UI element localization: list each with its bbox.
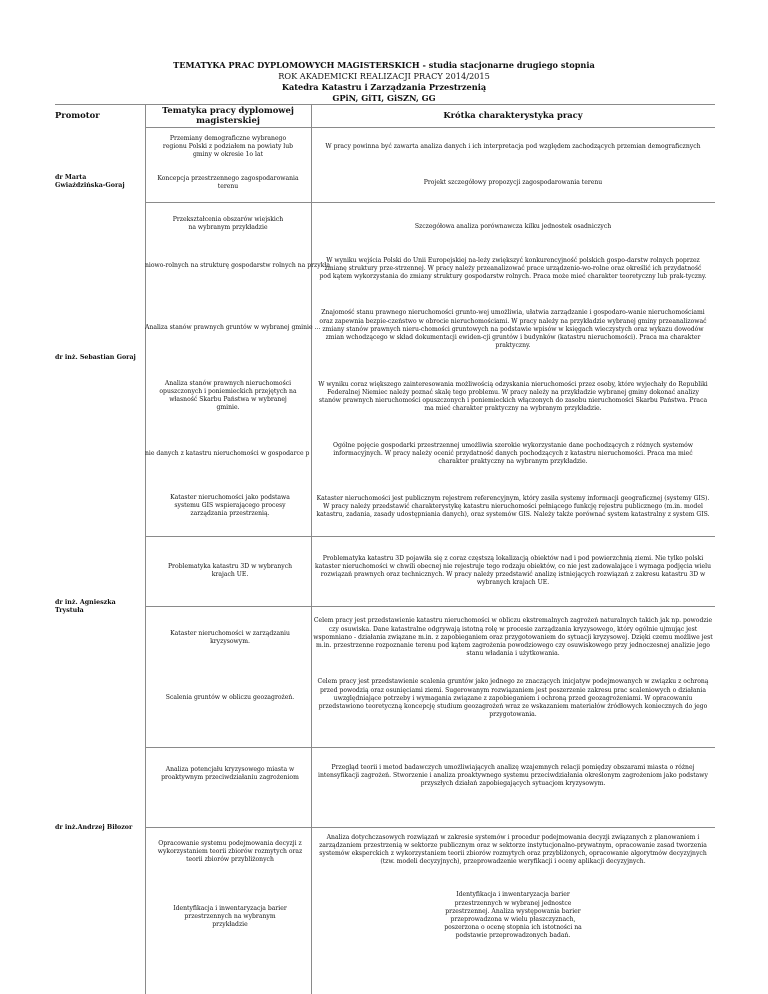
description-cell: Szczegółowa analiza porównawcza kilku jednostek osadniczych [414,222,612,230]
department-name: Katedra Katastru i Zarządzania Przestrzenią [281,82,487,92]
description-cell: W wyniku coraz większego zainteresowania możliwością odzyskania nieruchomości przez osoby, które wyjechały do Republiki Federalnej Niemiec należy poznać skalę tego problemu. W pracy należy na przykładzie wybranej gminy dokonać analizy stanów prawnych nieruchomości opuszczonych i poniemieckich włączonych do zasobu nieruchomości Skarbu Państwa. Praca ma mieć charakter praktyczny na wybranym przykładzie. [318,380,708,413]
topic-cell: Identyfikacja i inwentaryzacja barier przestrzennych na wybranym przykładzie [173,904,287,929]
topic-cell: Problematyka katastru 3D w wybranych krajach UE. [167,562,293,578]
promoter-name: dr inż.Andrzej Biłozor [55,824,133,831]
description-cell: Celem pracy jest przedstawienie katastru nieruchomości w obliczu ekstremalnych zagrożeń naturalnych takich jak np. powodzie czy osuwiska. Dane katastralne odgrywają istotną rolę w procesie zarządzania kryzysowego, który ogólnie ujmując jest wspomniano - działania związane m.in. z zapobieganiem oraz przygotowaniem do sytuacji kryzysowej. Dzięki czemu możliwe jest m.in. przestrzenne rozpoznanie terenu pod kątem zagrożenia powodziowego czy osuwiskowego przy jednoczesnej analizie jego stanu władania i użytkowania. [313,617,713,658]
topic-cell: Scalenia gruntów w obliczu geozagrożeń. [165,693,295,701]
topic-cell: Opracowanie systemu podejmowania decyzji z wykorzystaniem teorii zbiorów rozmytych oraz teorii zbiorów przybliżonych [157,839,303,864]
academic-year: ROK AKADEMICKI REALIZACJI PRACY 2014/2015 [278,71,490,81]
column-header-topic: Tematyka pracy dyplomowej magisterskiej [162,104,294,125]
study-fields: GPiN, GiTI, GiSZN, GG [332,93,436,103]
description-cell: Ogólne pojęcie gospodarki przestrzennej umożliwia szerokie wykorzystanie dane pochodzących z różnych systemów informacyjnych. W pracy należy ocenić przydatność danych pochodzących z katastru nieruchomości. Praca ma mieć charakter praktyczny na wybranym przykładzie. [332,441,694,466]
topic-cell: Analiza potencjału kryzysowego miasta w proaktywnym przeciwdziałaniu zagrożeniom [161,765,299,781]
description-cell: W pracy powinna być zawarta analiza danych i ich interpretacja pod względem zachodzących przemian demograficznych [325,142,701,150]
promoter-name: dr inż. Sebastian Goraj [55,354,136,361]
document-title: TEMATYKA PRAC DYPLOMOWYCH MAGISTERSKICH - studia stacjonarne drugiego stopnia [173,60,595,70]
topic-cell: niowo-rolnych na strukturę gospodarstw rolnych na przykła [145,261,330,269]
column-header-promotor: Promotor [55,109,100,120]
topic-cell: Analiza stanów prawnych nieruchomości opuszczonych i poniemieckich przejętych na własność Skarbu Państwa w wybranej gminie. [159,379,297,412]
description-cell: Problematyka katastru 3D pojawiła się z coraz częstszą lokalizacją obiektów nad i pod powierzchnią ziemi. Nie tylko polski kataster nieruchomości w chwili obecnej nie rejestruje tego rodzaju obiektów, co nie jest zadowalające i wymaga podjęcia wielu rozwiązań prawnych oraz technicznych. W pracy należy przedstawić analizę istniejących rozwiązań z zakresu katastru 3D w wybranych krajach UE. [314,554,712,587]
column-header-description: Krótka charakterystyka pracy [443,109,583,120]
description-cell: Analiza dotychczasowych rozwiązań w zakresie systemów i procedur podejmowania decyzji związanych z planowaniem i zarządzaniem przestrzenią w sektorze publicznym oraz w sektorze instytucjonalno-prywatnym, opracowanie zasad tworzenia systemów eksperckich z wykorzystaniem teorii zbiorów rozmytych oraz przybliżonych, opracowanie algorytmów decyzyjnych (tzw. modeli decyzyjnych), przeprowadzenie weryfikacji i oceny aplikacji decyzyjnych. [319,833,707,866]
description-cell: Znajomość stanu prawnego nieruchomości grunto-wej umożliwia, ułatwia zarządzanie i gospodaro-wanie nieruchomościami oraz zapewnia bezpie-czeństwo w obrocie nieruchomościami. W pracy należy na przykładzie wybranej gminy przeanalizować zmiany stanów prawnych nieru-chomości gruntowych na podstawie wpisów w księgach wieczystych oraz wykazu dowodów zmian wchodzącego w skład dokumentacji ewiden-cji gruntów i budynków (katastru nieruchomości). Praca ma charakter praktyczny. [319,309,707,350]
description-cell: W wyniku wejścia Polski do Unii Europejskiej na-leży zwiększyć konkurencyjność polskich gospo-darstw rolnych poprzez zmianę struktury prze-strzennej. W pracy należy przeanalizować prace urządzenio-wo-rolne oraz określić ich przydatność pod kątem wykorzystania do zmiany struktury gospodarstw rolnych. Praca może mieć charakter teoretyczny lub prak-tyczny. [319,256,707,281]
topic-cell: Przemiany demograficzne wybranego regionu Polski z podziałem na powiaty lub gminy w okresie 1o lat [162,134,294,159]
promoter-name: dr Marta Gwiaździńska-Goraj [55,174,125,190]
description-cell: Przegląd teorii i metod badawczych umożliwiających analizę wzajemnych relacji pomiędzy obszarami miasta o różnej intensyfikacji zagrożeń. Stworzenie i analiza proaktywnego systemu przeciwdziałania określonym zagrożeniom jako podstawy przyszłych działań zapobiegających sytuacjom kryzysowym. [318,763,708,788]
promoter-name: dr inż. Agnieszka Trystuła [55,599,116,615]
description-cell: Projekt szczegółowy propozycji zagospodarowania terenu [423,178,603,186]
topic-cell: Kataster nieruchomości w zarządzaniu kryzysowym. [170,629,290,645]
topic-cell: Kataster nieruchomości jako podstawa systemu GIS wspierającego procesy zarządzania przestrzenią. [170,493,290,518]
topic-cell: Koncepcja przestrzennego zagospodarowania terenu [157,174,299,190]
description-cell: Identyfikacja i inwentaryzacja barier przestrzennych w wybranej jednostce przestrzennej. Analiza występowania barier przeprowadzona w wielu płaszczyznach, poszerzona o ocenę stopnia ich istotności na podstawie przeprowadzonych badań. [444,891,582,940]
topic-cell: Analiza stanów prawnych gruntów w wybranej gminie ... [145,323,321,331]
topic-cell: nie danych z katastru nieruchomości w gospodarce p [145,449,310,457]
description-cell: Kataster nieruchomości jest publicznym rejestrem referencyjnym, który zasila systemy informacji geograficznej (systemy GIS). W pracy należy przedstawić charakterystykę katastru nieruchomości pełniącego funkcję rejestru publicznego (m.in. model katastru, zadania, zasady udostępniania danych), oraz systemów GIS. Należy także porównać system katastralny z system GIS. [316,494,710,519]
description-cell: Celem pracy jest przedstawienie scalenia gruntów jako jednego ze znaczących inicjatyw podejmowanych w związku z ochroną przed powodzią oraz osunięciami ziemi. Sugerowanym rozwiązaniem jest poszerzenie zakresu prac scaleniowych o działania uwzględniające potrzeby i wymagania związane z zapobieganiem i ochroną przed geozagrożeniami. W opracowaniu przedstawiono teoretyczną koncepcję studium geozagrożeń wraz ze wskazaniem materiałów źródłowych koniecznych do jego przygotowania. [317,678,709,719]
topic-cell: Przekształcenia obszarów wiejskich na wybranym przykładzie [172,215,284,231]
